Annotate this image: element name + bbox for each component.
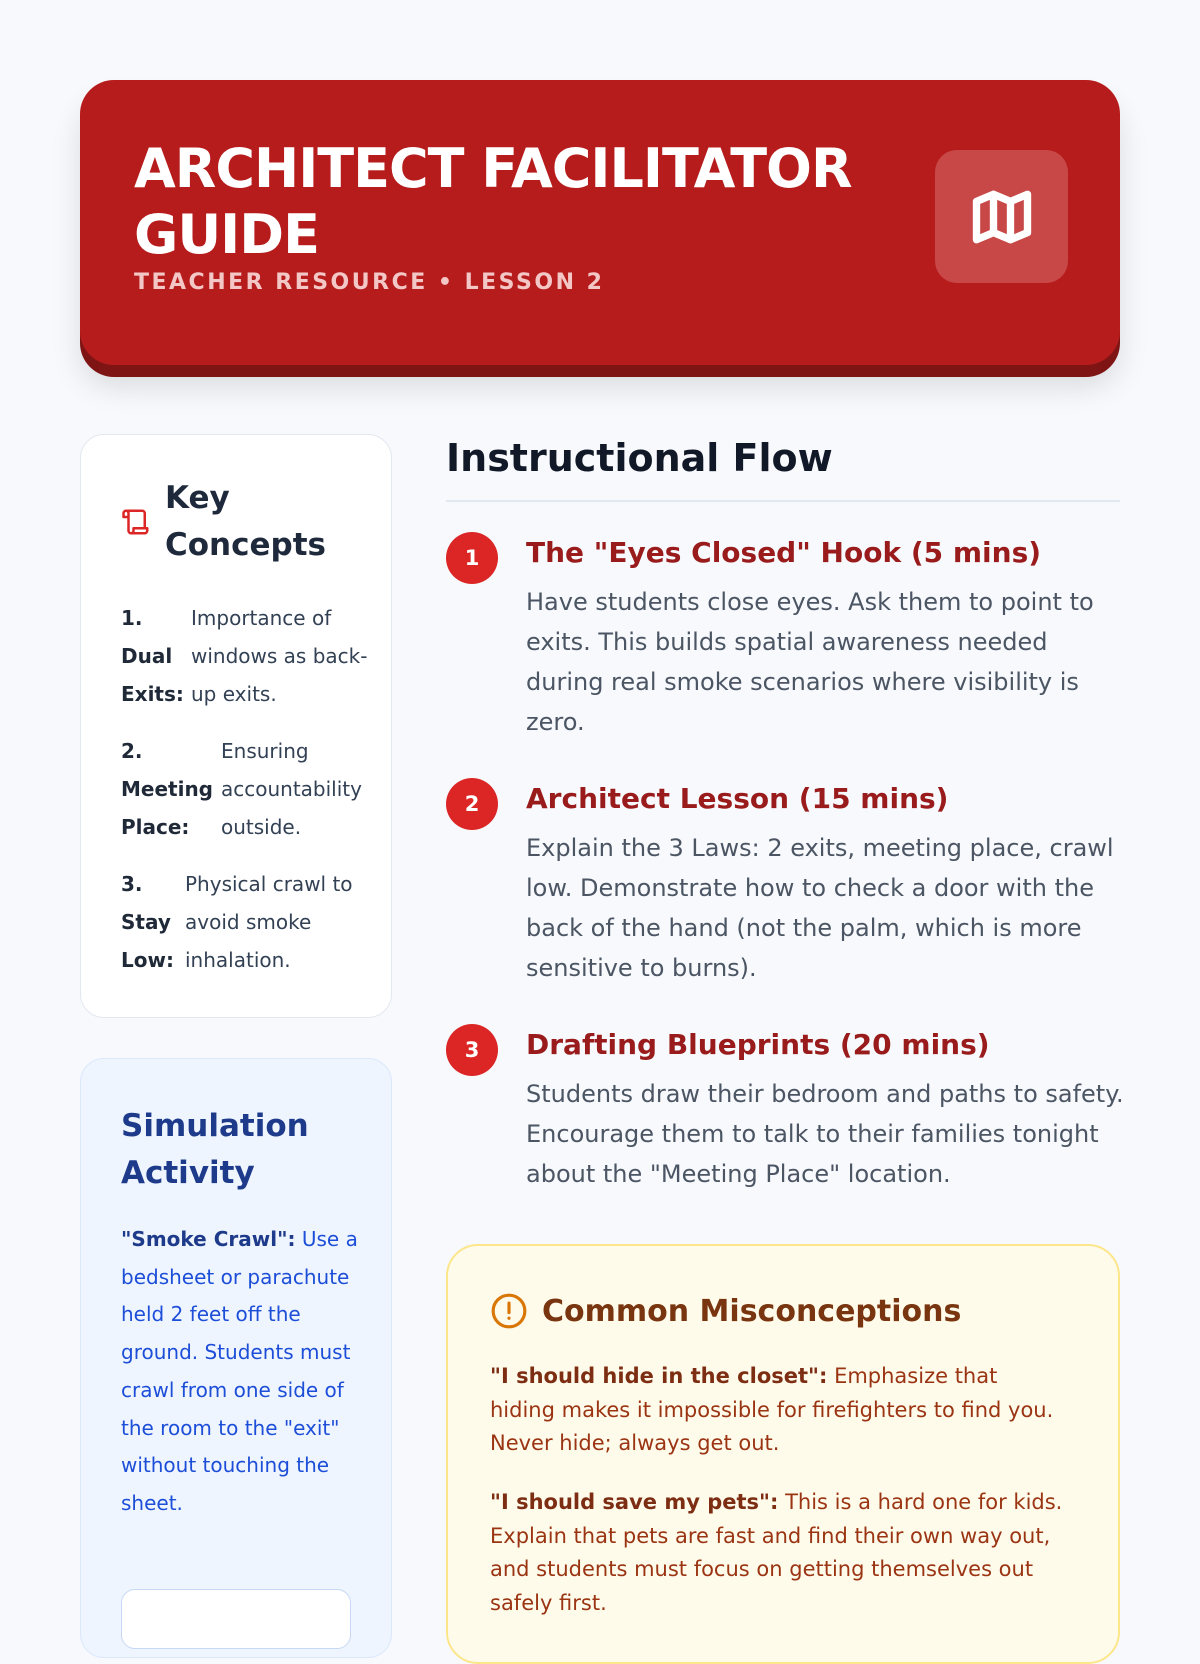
map-icon-badge (935, 150, 1068, 283)
simulation-body: Use a bedsheet or parachute held 2 feet off the ground. Students must crawl from one side of the room to the "exit" without touching the sheet. (121, 1227, 358, 1515)
concept-term: 1. Dual Exits: (121, 606, 184, 706)
simulation-action-button[interactable] (121, 1589, 351, 1649)
misconception-lead: "I should save my pets": (490, 1490, 779, 1514)
concept-term: 3. Stay Low: (121, 872, 174, 972)
step-title: Architect Lesson (15 mins) (526, 782, 949, 815)
guide-header (80, 80, 1120, 365)
simulation-title: Simulation Activity (121, 1108, 309, 1191)
flow-title: Instructional Flow (446, 436, 833, 480)
step-title: Drafting Blueprints (20 mins) (526, 1028, 990, 1061)
simulation-text (121, 1221, 361, 1523)
misconceptions-card (446, 1244, 1120, 1664)
concept-item (121, 732, 376, 846)
step-number-badge: 3 (446, 1024, 498, 1076)
step-description: Have students close eyes. Ask them to point to exits. This builds spatial awareness needed during real smoke scenarios where visibility is zero. (526, 588, 1094, 736)
scroll-icon (121, 507, 151, 537)
key-concepts-card (80, 434, 392, 1018)
misconception-lead: "I should hide in the closet": (490, 1364, 828, 1388)
page-title: ARCHITECT FACILITATOR GUIDE (134, 137, 852, 266)
concept-description: Importance of windows as back-up exits. (191, 606, 368, 706)
simulation-lead: "Smoke Crawl": (121, 1227, 296, 1251)
misconceptions-header (490, 1292, 961, 1330)
flow-divider (446, 500, 1120, 502)
step-number-badge: 2 (446, 778, 498, 830)
concept-term: 2. Meeting Place: (121, 739, 214, 839)
misconception-item (490, 1486, 1065, 1621)
concept-description: Ensuring accountability outside. (221, 739, 362, 839)
misconceptions-title: Common Misconceptions (542, 1293, 962, 1329)
concept-item (121, 599, 376, 713)
misconception-text: This is a hard one for kids. Explain that pets are fast and find their own way out, and students must focus on getting themselves out safely first. (490, 1490, 1063, 1616)
key-concepts-header (121, 475, 326, 569)
step-number-badge: 1 (446, 532, 498, 584)
page-subtitle: TEACHER RESOURCE • LESSON 2 (134, 270, 605, 295)
step-description: Students draw their bedroom and paths to safety. Encourage them to talk to their families tonight about the "Meeting Place" location. (526, 1080, 1124, 1188)
step-description: Explain the 3 Laws: 2 exits, meeting place, crawl low. Demonstrate how to check a door with the back of the hand (not the palm, which is more sensitive to burns). (526, 834, 1114, 982)
concept-item (121, 865, 376, 979)
misconception-text: Emphasize that hiding makes it impossible for firefighters to find you. Never hide; always get out. (490, 1364, 1054, 1456)
step-title: The "Eyes Closed" Hook (5 mins) (526, 536, 1042, 569)
map-icon (968, 183, 1036, 251)
simulation-card (80, 1058, 392, 1658)
concept-description: Physical crawl to avoid smoke inhalation. (185, 872, 353, 972)
alert-circle-icon (490, 1292, 528, 1330)
key-concepts-title: Key Concepts (165, 480, 326, 563)
misconception-item (490, 1360, 1065, 1461)
